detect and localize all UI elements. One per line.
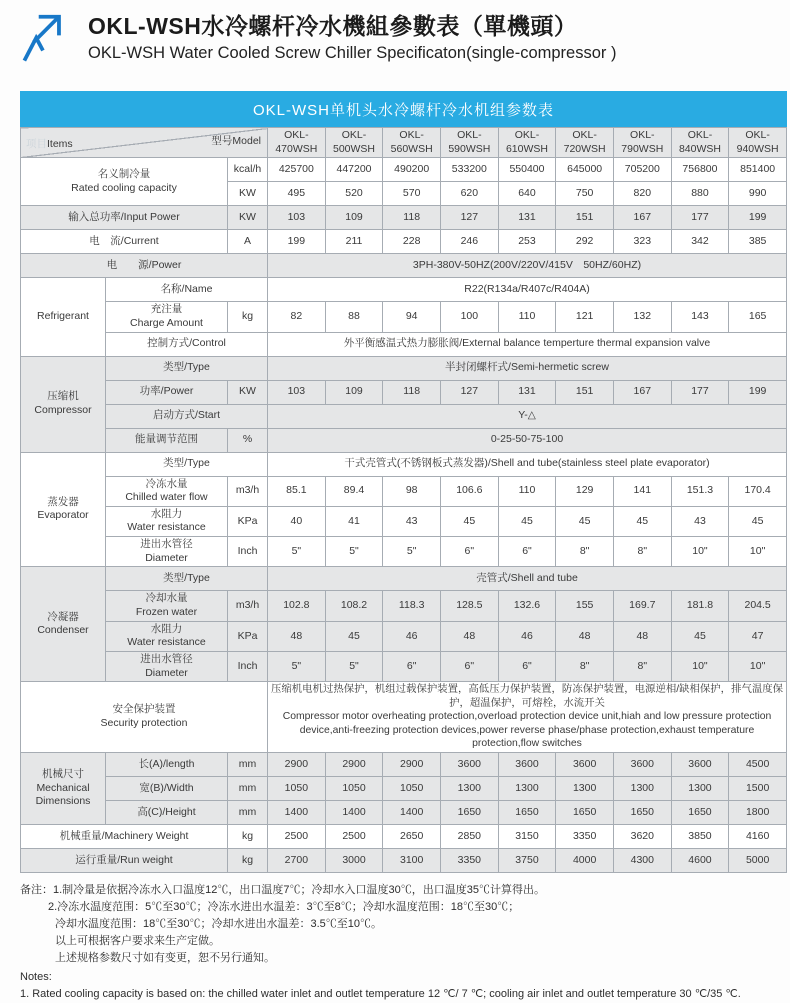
evaporator-diameter-value-5: 6" (441, 537, 499, 567)
run-weight-value-5: 3350 (441, 848, 499, 872)
condenser-water-resistance-value-2: 48 (268, 621, 326, 651)
refrigerant-charge-value-6: 110 (498, 302, 556, 332)
header-row-model-1: OKL- 470WSH (268, 128, 326, 158)
dimensions-width-value-3: 1050 (325, 776, 383, 800)
current-unit-1: A (228, 230, 268, 254)
refrigerant-control-label-0: 控制方式/Control (106, 332, 268, 356)
evaporator-chilled-flow-unit-1: m3/h (228, 476, 268, 506)
evaporator-diameter-unit-1: Inch (228, 537, 268, 567)
note-en-line-1: Notes: (20, 971, 52, 984)
page-title-en: OKL-WSH Water Cooled Screw Chiller Specificaton(single-compressor ) (88, 44, 617, 62)
dimensions-length-value-4: 2900 (325, 752, 383, 776)
condenser-water-resistance-value-9: 45 (671, 621, 729, 651)
evaporator-diameter-value-2: 5" (268, 537, 326, 567)
rated-cooling-kcalh-value-10: 851400 (729, 158, 787, 182)
header-row-model-6: OKL- 720WSH (556, 128, 614, 158)
note-zh-line-2: 2.冷冻水温度范围：5℃至30℃；冷冻水进出水温差：3℃至8℃；冷却水温度范围：18℃至30℃； (48, 900, 520, 913)
row-evaporator-water-resistance (21, 506, 787, 536)
refrigerant-charge-unit-1: kg (228, 302, 268, 332)
refrigerant-charge-label-0: 充注量 Charge Amount (106, 302, 228, 332)
row-condenser-water-flow (21, 591, 787, 621)
brand-arrow-icon (20, 10, 76, 64)
evaporator-chilled-flow-value-9: 151.3 (671, 476, 729, 506)
condenser-water-resistance-value-3: 45 (325, 621, 383, 651)
current-value-9: 342 (671, 230, 729, 254)
compressor-start-value-1: Y-△ (268, 404, 787, 428)
row-dimensions-length (21, 752, 787, 776)
evaporator-diameter-value-10: 10" (729, 537, 787, 567)
evaporator-chilled-flow-value-10: 170.4 (729, 476, 787, 506)
machinery-weight-value-8: 3620 (613, 824, 671, 848)
evaporator-water-resistance-value-9: 43 (671, 506, 729, 536)
condenser-diameter-value-10: 10" (729, 651, 787, 681)
corner-model-label: 型号Model (211, 135, 262, 147)
current-value-8: 323 (613, 230, 671, 254)
evaporator-water-resistance-value-2: 40 (268, 506, 326, 536)
dimensions-width-value-7: 1300 (556, 776, 614, 800)
dimensions-height-value-4: 1400 (383, 800, 441, 824)
dimensions-length-value-6: 3600 (441, 752, 499, 776)
current-value-10: 385 (729, 230, 787, 254)
power-supply-label-0: 电 源/Power (21, 254, 268, 278)
input-power-label-0: 输入总功率/Input Power (21, 206, 228, 230)
condenser-type-value-2: 壳管式/Shell and tube (268, 567, 787, 591)
power-supply-value-1: 3PH-380V-50HZ(200V/220V/415V 50HZ/60HZ) (268, 254, 787, 278)
run-weight-value-9: 4600 (671, 848, 729, 872)
evaporator-type-group-0: 蒸发器 Evaporator (21, 452, 106, 567)
refrigerant-control-value-1: 外平衡感温式热力膨胀阀/External balance temperture thermal expansion valve (268, 332, 787, 356)
condenser-water-flow-value-10: 204.5 (729, 591, 787, 621)
rated-cooling-kw-value-4: 620 (441, 182, 499, 206)
dimensions-height-label-0: 高(C)/Height (106, 800, 228, 824)
note-en-line-2: 1. Rated cooling capacity is based on: the chilled water inlet and outlet temperature 12 ℃/ 7 ℃; cooling air inlet and outlet temperature 30 ℃/35 ℃. (20, 988, 741, 1001)
input-power-value-4: 118 (383, 206, 441, 230)
header-row-diagonal-0 (21, 128, 268, 158)
machinery-weight-value-6: 3150 (498, 824, 556, 848)
header-row-model-9: OKL- 940WSH (729, 128, 787, 158)
row-compressor-power (21, 380, 787, 404)
condenser-diameter-value-8: 8" (613, 651, 671, 681)
dimensions-length-value-5: 2900 (383, 752, 441, 776)
row-refrigerant-charge (21, 302, 787, 332)
refrigerant-charge-value-2: 82 (268, 302, 326, 332)
evaporator-water-resistance-unit-1: KPa (228, 506, 268, 536)
row-power-supply (21, 254, 787, 278)
evaporator-chilled-flow-value-4: 98 (383, 476, 441, 506)
machinery-weight-label-0: 机械重量/Machinery Weight (21, 824, 228, 848)
note-zh-line-3: 冷却水温度范围：18℃至30℃；冷却水进出水温差：3.5℃至10℃。 (55, 917, 382, 930)
input-power-value-6: 131 (498, 206, 556, 230)
dimensions-height-value-5: 1650 (441, 800, 499, 824)
security-protection-label-0: 安全保护装置 Security protection (21, 682, 268, 753)
row-condenser-type (21, 567, 787, 591)
current-value-2: 199 (268, 230, 326, 254)
rated-cooling-kcalh-value-3: 447200 (325, 158, 383, 182)
row-run-weight (21, 848, 787, 872)
evaporator-chilled-flow-value-5: 106.6 (441, 476, 499, 506)
rated-cooling-kw-value-5: 640 (498, 182, 556, 206)
dimensions-length-unit-2: mm (228, 752, 268, 776)
dimensions-height-value-6: 1650 (498, 800, 556, 824)
dimensions-height-unit-1: mm (228, 800, 268, 824)
rated-cooling-kcalh-value-9: 756800 (671, 158, 729, 182)
row-dimensions-width (21, 776, 787, 800)
refrigerant-name-group-0: Refrigerant (21, 278, 106, 356)
refrigerant-charge-value-5: 100 (441, 302, 499, 332)
condenser-water-flow-value-8: 169.7 (613, 591, 671, 621)
condenser-water-resistance-value-4: 46 (383, 621, 441, 651)
input-power-value-7: 151 (556, 206, 614, 230)
row-security-protection (21, 682, 787, 753)
run-weight-value-7: 4000 (556, 848, 614, 872)
machinery-weight-unit-1: kg (228, 824, 268, 848)
machinery-weight-value-2: 2500 (268, 824, 326, 848)
input-power-value-9: 177 (671, 206, 729, 230)
input-power-value-5: 127 (441, 206, 499, 230)
rated-cooling-kw-value-3: 570 (383, 182, 441, 206)
compressor-start-label-0: 启动方式/Start (106, 404, 268, 428)
dimensions-width-value-5: 1300 (441, 776, 499, 800)
rated-cooling-kcalh-value-5: 533200 (441, 158, 499, 182)
run-weight-value-10: 5000 (729, 848, 787, 872)
condenser-water-flow-value-9: 181.8 (671, 591, 729, 621)
input-power-value-10: 199 (729, 206, 787, 230)
dimensions-width-unit-1: mm (228, 776, 268, 800)
evaporator-chilled-flow-value-8: 141 (613, 476, 671, 506)
refrigerant-charge-value-8: 132 (613, 302, 671, 332)
compressor-power-unit-1: KW (228, 380, 268, 404)
run-weight-value-6: 3750 (498, 848, 556, 872)
row-dimensions-height (21, 800, 787, 824)
evaporator-diameter-value-9: 10" (671, 537, 729, 567)
header-row-model-3: OKL- 560WSH (383, 128, 441, 158)
compressor-power-value-6: 131 (498, 380, 556, 404)
refrigerant-charge-value-3: 88 (325, 302, 383, 332)
row-compressor-start (21, 404, 787, 428)
condenser-water-resistance-value-8: 48 (613, 621, 671, 651)
compressor-energy-range-unit-1: % (228, 428, 268, 452)
dimensions-width-value-9: 1300 (671, 776, 729, 800)
table-banner-title: OKL-WSH单机头水冷螺杆冷水机组参数表 (20, 91, 787, 127)
header-row-model-5: OKL- 610WSH (498, 128, 556, 158)
row-current (21, 230, 787, 254)
refrigerant-charge-value-9: 143 (671, 302, 729, 332)
compressor-power-value-4: 118 (383, 380, 441, 404)
condenser-type-label-1: 类型/Type (106, 567, 268, 591)
current-value-3: 211 (325, 230, 383, 254)
row-evaporator-chilled-flow (21, 476, 787, 506)
condenser-water-resistance-value-6: 46 (498, 621, 556, 651)
condenser-diameter-value-4: 6" (383, 651, 441, 681)
evaporator-type-label-1: 类型/Type (106, 452, 268, 476)
spec-table (20, 127, 787, 873)
row-input-power (21, 206, 787, 230)
condenser-water-flow-value-3: 108.2 (325, 591, 383, 621)
evaporator-water-resistance-value-6: 45 (498, 506, 556, 536)
input-power-value-2: 103 (268, 206, 326, 230)
row-header-row (21, 128, 787, 158)
input-power-unit-1: KW (228, 206, 268, 230)
machinery-weight-value-5: 2850 (441, 824, 499, 848)
rated-cooling-kw-value-2: 520 (325, 182, 383, 206)
evaporator-type-value-2: 干式壳管式(不锈钢板式蒸发器)/Shell and tube(stainless steel plate evaporator) (268, 452, 787, 476)
dimensions-width-value-4: 1050 (383, 776, 441, 800)
header-row-model-8: OKL- 840WSH (671, 128, 729, 158)
evaporator-water-resistance-value-10: 45 (729, 506, 787, 536)
current-label-0: 电 流/Current (21, 230, 228, 254)
notes-en (20, 969, 787, 1003)
rated-cooling-kw-unit-0: KW (228, 182, 268, 206)
notes-block (20, 882, 787, 1003)
machinery-weight-value-3: 2500 (325, 824, 383, 848)
page-title-zh: OKL-WSH水冷螺杆冷水機組參數表（單機頭） (88, 13, 578, 39)
rated-cooling-kcalh-label-0: 名义制冷量 Rated cooling capacity (21, 158, 228, 206)
row-refrigerant-name (21, 278, 787, 302)
run-weight-label-0: 运行重量/Run weight (21, 848, 228, 872)
row-evaporator-diameter (21, 537, 787, 567)
dimensions-length-value-11: 4500 (729, 752, 787, 776)
machinery-weight-value-10: 4160 (729, 824, 787, 848)
evaporator-chilled-flow-label-0: 冷冻水量 Chilled water flow (106, 476, 228, 506)
run-weight-value-4: 3100 (383, 848, 441, 872)
evaporator-chilled-flow-value-2: 85.1 (268, 476, 326, 506)
refrigerant-charge-value-7: 121 (556, 302, 614, 332)
refrigerant-charge-value-10: 165 (729, 302, 787, 332)
row-evaporator-type (21, 452, 787, 476)
input-power-value-3: 109 (325, 206, 383, 230)
condenser-water-resistance-unit-1: KPa (228, 621, 268, 651)
evaporator-water-resistance-value-4: 43 (383, 506, 441, 536)
current-value-6: 253 (498, 230, 556, 254)
dimensions-length-value-7: 3600 (498, 752, 556, 776)
condenser-water-flow-value-7: 155 (556, 591, 614, 621)
rated-cooling-kw-value-6: 750 (556, 182, 614, 206)
refrigerant-name-label-1: 名称/Name (106, 278, 268, 302)
condenser-water-resistance-value-5: 48 (441, 621, 499, 651)
condenser-diameter-unit-1: Inch (228, 651, 268, 681)
dimensions-height-value-9: 1650 (671, 800, 729, 824)
notes-zh (20, 882, 787, 967)
evaporator-diameter-value-3: 5" (325, 537, 383, 567)
evaporator-chilled-flow-value-7: 129 (556, 476, 614, 506)
condenser-diameter-value-2: 5" (268, 651, 326, 681)
condenser-water-flow-unit-1: m3/h (228, 591, 268, 621)
condenser-diameter-value-5: 6" (441, 651, 499, 681)
condenser-diameter-label-0: 进出水管径 Diameter (106, 651, 228, 681)
condenser-water-resistance-label-0: 水阻力 Water resistance (106, 621, 228, 651)
compressor-power-value-2: 103 (268, 380, 326, 404)
dimensions-width-value-6: 1300 (498, 776, 556, 800)
row-condenser-diameter (21, 651, 787, 681)
machinery-weight-value-4: 2650 (383, 824, 441, 848)
rated-cooling-kcalh-value-6: 550400 (498, 158, 556, 182)
rated-cooling-kw-value-9: 990 (729, 182, 787, 206)
compressor-energy-range-label-0: 能量调节范围 (106, 428, 228, 452)
condenser-type-group-0: 冷凝器 Condenser (21, 567, 106, 682)
evaporator-chilled-flow-value-6: 110 (498, 476, 556, 506)
dimensions-length-group-0: 机械尺寸 Mechanical Dimensions (21, 752, 106, 824)
dimensions-length-value-10: 3600 (671, 752, 729, 776)
dimensions-width-value-8: 1300 (613, 776, 671, 800)
compressor-power-value-8: 167 (613, 380, 671, 404)
condenser-diameter-value-7: 8" (556, 651, 614, 681)
evaporator-diameter-value-7: 8" (556, 537, 614, 567)
condenser-diameter-value-3: 5" (325, 651, 383, 681)
compressor-energy-range-value-2: 0-25-50-75-100 (268, 428, 787, 452)
evaporator-diameter-value-8: 8" (613, 537, 671, 567)
evaporator-water-resistance-label-0: 水阻力 Water resistance (106, 506, 228, 536)
current-value-5: 246 (441, 230, 499, 254)
compressor-type-label-1: 类型/Type (106, 356, 268, 380)
dimensions-height-value-2: 1400 (268, 800, 326, 824)
condenser-water-resistance-value-7: 48 (556, 621, 614, 651)
machinery-weight-value-7: 3350 (556, 824, 614, 848)
row-compressor-type (21, 356, 787, 380)
compressor-power-value-9: 177 (671, 380, 729, 404)
dimensions-height-value-10: 1800 (729, 800, 787, 824)
header-row-model-4: OKL- 590WSH (441, 128, 499, 158)
corner-items-label: 项目Items (26, 137, 73, 150)
evaporator-diameter-value-6: 6" (498, 537, 556, 567)
rated-cooling-kcalh-unit-1: kcal/h (228, 158, 268, 182)
row-condenser-water-resistance (21, 621, 787, 651)
note-zh-line-4: 以上可根据客户要求来生产定做。 (55, 934, 220, 947)
condenser-diameter-value-6: 6" (498, 651, 556, 681)
row-refrigerant-control (21, 332, 787, 356)
dimensions-length-value-9: 3600 (613, 752, 671, 776)
dimensions-length-value-3: 2900 (268, 752, 326, 776)
note-zh-line-5: 上述规格参数尺寸如有变更，恕不另行通知。 (55, 952, 275, 965)
dimensions-length-label-1: 长(A)/length (106, 752, 228, 776)
rated-cooling-kcalh-value-8: 705200 (613, 158, 671, 182)
titles (88, 8, 616, 63)
rated-cooling-kw-value-7: 820 (613, 182, 671, 206)
compressor-power-value-10: 199 (729, 380, 787, 404)
security-protection-security-val-1: 压缩机电机过热保护，机组过载保护装置，高低压力保护装置，防冻保护装置，电源逆相/缺相保护，排气温度保护，超温保护，可熔栓，水流开关 Compressor motor overheating protection,overload protection device unit,hiah and low pressure protection device,anti-freezing protection devices,power reverse phase/phase protection,exhaust temperature protection,flow switches (268, 682, 787, 753)
compressor-type-group-0: 压缩机 Compressor (21, 356, 106, 452)
evaporator-water-resistance-value-5: 45 (441, 506, 499, 536)
machinery-weight-value-9: 3850 (671, 824, 729, 848)
condenser-water-flow-value-2: 102.8 (268, 591, 326, 621)
dimensions-height-value-7: 1650 (556, 800, 614, 824)
condenser-water-flow-value-4: 118.3 (383, 591, 441, 621)
dimensions-height-value-3: 1400 (325, 800, 383, 824)
row-compressor-energy-range (21, 428, 787, 452)
dimensions-width-value-2: 1050 (268, 776, 326, 800)
input-power-value-8: 167 (613, 206, 671, 230)
dimensions-width-value-10: 1500 (729, 776, 787, 800)
condenser-water-flow-value-5: 128.5 (441, 591, 499, 621)
evaporator-diameter-label-0: 进出水管径 Diameter (106, 537, 228, 567)
compressor-type-value-2: 半封闭螺杆式/Semi-hermetic screw (268, 356, 787, 380)
header-row-model-2: OKL- 500WSH (325, 128, 383, 158)
condenser-water-resistance-value-10: 47 (729, 621, 787, 651)
dimensions-width-label-0: 宽(B)/Width (106, 776, 228, 800)
compressor-power-value-7: 151 (556, 380, 614, 404)
current-value-4: 228 (383, 230, 441, 254)
evaporator-water-resistance-value-3: 41 (325, 506, 383, 536)
evaporator-water-resistance-value-7: 45 (556, 506, 614, 536)
rated-cooling-kcalh-value-7: 645000 (556, 158, 614, 182)
run-weight-value-8: 4300 (613, 848, 671, 872)
header-row-model-7: OKL- 790WSH (613, 128, 671, 158)
run-weight-value-2: 2700 (268, 848, 326, 872)
run-weight-unit-1: kg (228, 848, 268, 872)
row-rated-cooling-kcalh (21, 158, 787, 182)
run-weight-value-3: 3000 (325, 848, 383, 872)
condenser-water-flow-value-6: 132.6 (498, 591, 556, 621)
compressor-power-value-5: 127 (441, 380, 499, 404)
rated-cooling-kw-value-1: 495 (268, 182, 326, 206)
row-machinery-weight (21, 824, 787, 848)
dimensions-height-value-8: 1650 (613, 800, 671, 824)
condenser-diameter-value-9: 10" (671, 651, 729, 681)
rated-cooling-kcalh-value-4: 490200 (383, 158, 441, 182)
compressor-power-value-3: 109 (325, 380, 383, 404)
title-block (20, 8, 790, 70)
evaporator-diameter-value-4: 5" (383, 537, 441, 567)
current-value-7: 292 (556, 230, 614, 254)
rated-cooling-kw-value-8: 880 (671, 182, 729, 206)
evaporator-chilled-flow-value-3: 89.4 (325, 476, 383, 506)
refrigerant-charge-value-4: 94 (383, 302, 441, 332)
rated-cooling-kcalh-value-2: 425700 (268, 158, 326, 182)
dimensions-length-value-8: 3600 (556, 752, 614, 776)
compressor-power-label-0: 功率/Power (106, 380, 228, 404)
note-zh-line-1: 备注：1.制冷量是依据冷冻水入口温度12℃，出口温度7℃；冷却水入口温度30℃，出口温度35℃计算得出。 (20, 883, 545, 896)
evaporator-water-resistance-value-8: 45 (613, 506, 671, 536)
condenser-water-flow-label-0: 冷却水量 Frozen water (106, 591, 228, 621)
refrigerant-name-value-2: R22(R134a/R407c/R404A) (268, 278, 787, 302)
